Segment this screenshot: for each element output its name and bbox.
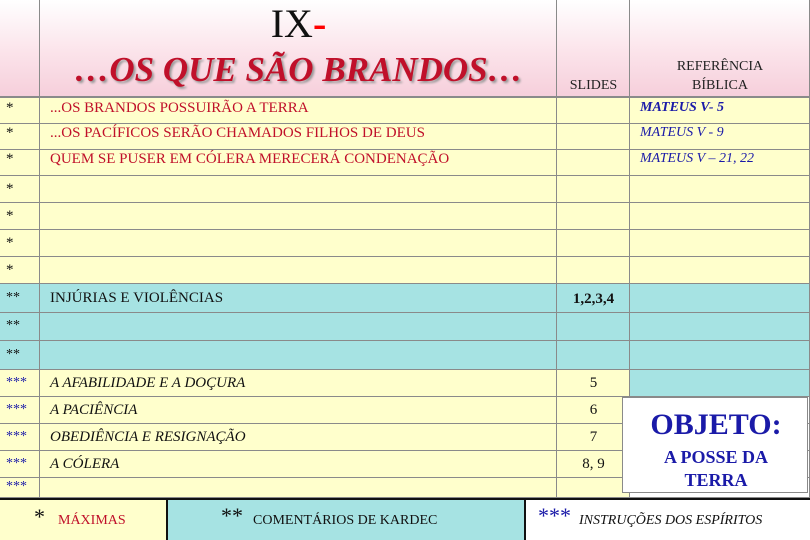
table-cell-marker (0, 451, 40, 478)
legend-maximas (0, 500, 168, 540)
table-cell-ref (630, 313, 810, 341)
table-cell-marker (0, 370, 40, 397)
row-marker: *** (6, 429, 27, 444)
row-marker: * (6, 100, 14, 116)
table-cell-text (40, 230, 557, 257)
legend-espiritos (526, 500, 810, 540)
objeto-box (622, 397, 808, 493)
row-marker: * (6, 235, 14, 251)
row-slides: 7 (589, 429, 598, 445)
legend-star-2: ** (221, 503, 243, 528)
legend-label-2: COMENTÁRIOS DE KARDEC (253, 513, 438, 528)
table-cell-marker (0, 424, 40, 451)
table-cell-text (40, 203, 557, 230)
row-text: A AFABILIDADE E A DOÇURA (50, 375, 246, 391)
table-cell-text (40, 478, 557, 498)
row-text: INJÚRIAS E VIOLÊNCIAS (50, 290, 224, 306)
table-cell-slides (557, 397, 630, 424)
table-cell-ref (630, 257, 810, 284)
row-marker: * (6, 208, 14, 224)
row-slides: 5 (589, 375, 598, 391)
row-marker: *** (6, 456, 27, 471)
header-title-cell (40, 0, 557, 97)
table-cell-ref (630, 341, 810, 370)
row-text: OBEDIÊNCIA E RESIGNAÇÃO (50, 429, 246, 445)
table-cell-marker (0, 257, 40, 284)
table-cell-ref (630, 124, 810, 150)
table-cell-text (40, 370, 557, 397)
table-cell-slides (557, 478, 630, 498)
row-ref: MATEUS V – 21, 22 (640, 151, 754, 166)
objeto-line2: TERRA (684, 470, 748, 490)
table-cell-marker (0, 124, 40, 150)
table-cell-text (40, 150, 557, 176)
row-marker: ** (6, 318, 20, 333)
header-marker-cell (0, 0, 40, 97)
row-marker: *** (6, 402, 27, 417)
table-cell-ref (630, 176, 810, 203)
table-cell-slides (557, 257, 630, 284)
row-text: A PACIÊNCIA (50, 402, 138, 418)
row-marker: ** (6, 290, 20, 305)
row-text: ...OS PACÍFICOS SERÃO CHAMADOS FILHOS DE DEUS (50, 125, 425, 141)
table-cell-slides (557, 97, 630, 124)
row-marker: *** (6, 375, 27, 390)
row-text: ...OS BRANDOS POSSUIRÃO A TERRA (50, 100, 309, 116)
page-title (40, 2, 557, 46)
row-text: A CÓLERA (50, 456, 120, 472)
table-cell-marker (0, 97, 40, 124)
legend-star-3: *** (538, 503, 571, 528)
row-slides: 6 (589, 402, 598, 418)
row-slides: 1,2,3,4 (572, 291, 615, 307)
table-cell-slides (557, 341, 630, 370)
table-cell-marker (0, 176, 40, 203)
legend-label-3: INSTRUÇÕES DOS ESPÍRITOS (579, 513, 763, 528)
row-marker: ** (6, 347, 20, 362)
row-marker: *** (6, 479, 27, 494)
table-cell-marker (0, 150, 40, 176)
table-cell-ref (630, 370, 810, 397)
table-cell-slides (557, 230, 630, 257)
row-marker: * (6, 151, 14, 167)
table-cell-marker (0, 313, 40, 341)
row-ref: MATEUS V - 9 (640, 125, 724, 140)
table-cell-ref (630, 150, 810, 176)
slides-header: SLIDES (569, 78, 618, 93)
row-marker: * (6, 125, 14, 141)
table-cell-slides (557, 124, 630, 150)
table-cell-ref (630, 284, 810, 313)
title-dash: - (312, 1, 327, 46)
legend-bar (0, 498, 810, 540)
table-cell-text (40, 176, 557, 203)
row-slides: 8, 9 (582, 456, 605, 472)
table-cell-ref (630, 203, 810, 230)
ref-header-line1: REFERÊNCIA (676, 59, 764, 74)
table-cell-text (40, 284, 557, 313)
table-cell-slides (557, 313, 630, 341)
table-cell-slides (557, 150, 630, 176)
table-cell-marker (0, 397, 40, 424)
objeto-line1: A POSSE DA (663, 447, 769, 467)
row-ref: MATEUS V- 5 (640, 100, 725, 115)
objeto-title: OBJETO: (650, 408, 782, 441)
table-cell-text (40, 97, 557, 124)
legend-kardec (168, 500, 526, 540)
table-cell-slides (557, 370, 630, 397)
title-number: IX (270, 1, 313, 46)
table-cell-text (40, 397, 557, 424)
table-cell-marker (0, 203, 40, 230)
table-cell-ref (630, 97, 810, 124)
table-cell-text (40, 313, 557, 341)
page-subtitle: …OS QUE SÃO BRANDOS… (74, 50, 523, 89)
table-cell-slides (557, 203, 630, 230)
table-cell-text (40, 257, 557, 284)
table-cell-text (40, 124, 557, 150)
table-cell-text (40, 451, 557, 478)
table-cell-ref (630, 230, 810, 257)
legend-label-1: MÁXIMAS (58, 513, 126, 528)
table-cell-marker (0, 341, 40, 370)
legend-star-1: * (34, 504, 45, 529)
table-cell-slides (557, 451, 630, 478)
table-cell-marker (0, 284, 40, 313)
table-cell-marker (0, 230, 40, 257)
table-cell-slides (557, 176, 630, 203)
table-cell-text (40, 341, 557, 370)
header-slides-cell (557, 0, 630, 97)
row-marker: * (6, 262, 14, 278)
row-text: QUEM SE PUSER EM CÓLERA MERECERÁ CONDENAÇÃO (50, 151, 450, 167)
row-marker: * (6, 181, 14, 197)
table-cell-slides (557, 424, 630, 451)
header-ref-cell (630, 0, 810, 97)
table-cell-text (40, 424, 557, 451)
ref-header-line2: BÍBLICA (692, 78, 748, 93)
table-cell-slides (557, 284, 630, 313)
table-cell-marker (0, 478, 40, 498)
